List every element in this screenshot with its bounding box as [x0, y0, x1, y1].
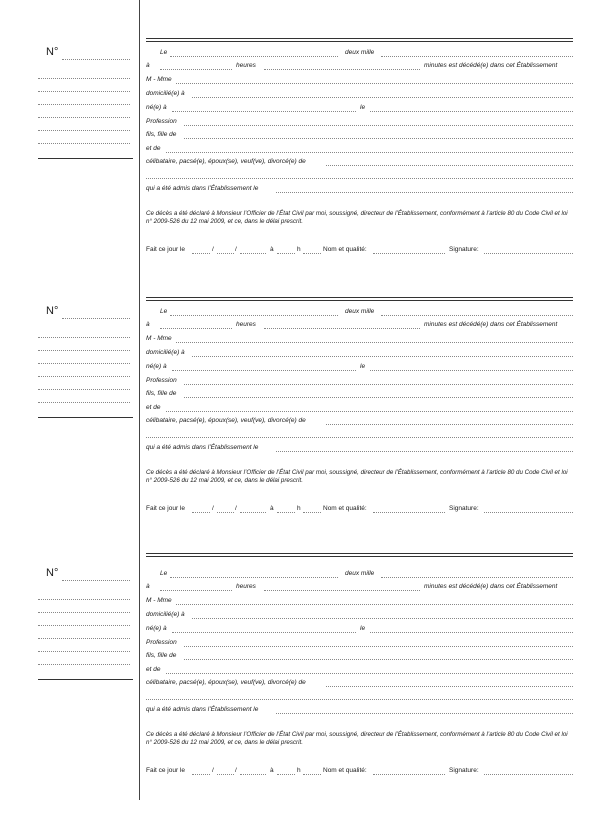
- admission-date-field[interactable]: [276, 451, 573, 452]
- label-a: à: [270, 246, 274, 253]
- stub-field[interactable]: [38, 91, 130, 92]
- label-deux-mille: deux mille: [345, 570, 375, 577]
- date-field[interactable]: [170, 315, 338, 316]
- minute-field[interactable]: [303, 512, 321, 513]
- marital-status-field[interactable]: [326, 165, 573, 166]
- birthplace-field[interactable]: [172, 632, 356, 633]
- declaration-text: Ce décès a été déclaré à Monsieur l’Officier de l’État Civil par moi, soussigné, directeur de l’Établissement, conformément à l’article 80 du Code Civil et loi n° 2009-526 du 12 mai 2009, et ce, dans le délai prescrit.: [146, 731, 568, 746]
- stub-field[interactable]: [38, 402, 130, 403]
- death-record-block: [0, 38, 609, 298]
- year-field[interactable]: [381, 315, 573, 316]
- stub-field[interactable]: [38, 130, 130, 131]
- label-nom-qualite: Nom et qualité:: [323, 767, 367, 774]
- label-a: à: [270, 767, 274, 774]
- label-le: le: [360, 363, 366, 370]
- label-heures: heures: [236, 62, 256, 69]
- label-fils-fille: fils, fille de: [146, 131, 177, 138]
- label-signature: Signature:: [449, 505, 479, 512]
- header-rule: [146, 553, 573, 554]
- label-deux-mille: deux mille: [345, 308, 375, 315]
- label-etat-civil: célibataire, pacsé(e), époux(se), veuf(ve), divorcé(e) de: [146, 158, 306, 165]
- slash: /: [212, 767, 214, 774]
- year-field[interactable]: [381, 577, 573, 578]
- label-fils-fille: fils, fille de: [146, 390, 177, 397]
- stub-field[interactable]: [38, 337, 130, 338]
- label-domicile: domicilié(e) à: [146, 611, 185, 618]
- time-field[interactable]: [160, 328, 232, 329]
- hour-field[interactable]: [277, 512, 295, 513]
- label-a: à: [146, 62, 150, 69]
- hour-field[interactable]: [277, 774, 295, 775]
- stub-field[interactable]: [38, 363, 130, 364]
- label-profession: Profession: [146, 639, 177, 646]
- stub-number-label: N°: [46, 567, 59, 579]
- signature-field[interactable]: [484, 512, 573, 513]
- label-profession: Profession: [146, 377, 177, 384]
- stub-number-field[interactable]: [62, 580, 130, 581]
- marital-status-field[interactable]: [326, 424, 573, 425]
- label-le: le: [360, 625, 366, 632]
- parent2-field[interactable]: [166, 152, 573, 153]
- label-domicile: domicilié(e) à: [146, 90, 185, 97]
- header-rule: [146, 556, 573, 557]
- stub-number-field[interactable]: [62, 318, 130, 319]
- profession-field[interactable]: [184, 125, 573, 126]
- minute-field[interactable]: [303, 774, 321, 775]
- year-field[interactable]: [240, 253, 266, 254]
- admission-date-field[interactable]: [276, 192, 573, 193]
- stub-field[interactable]: [38, 638, 130, 639]
- time-field[interactable]: [160, 590, 232, 591]
- declaration-text: Ce décès a été déclaré à Monsieur l’Officier de l’État Civil par moi, soussigné, directeur de l’Établissement, conformément à l’article 80 du Code Civil et loi n° 2009-526 du 12 mai 2009, et ce, dans le délai prescrit.: [146, 469, 568, 484]
- name-field[interactable]: [176, 342, 573, 343]
- stub-field[interactable]: [38, 350, 130, 351]
- stub-field[interactable]: [38, 599, 130, 600]
- month-field[interactable]: [217, 774, 234, 775]
- day-field[interactable]: [192, 253, 210, 254]
- stub-field[interactable]: [38, 625, 130, 626]
- label-minutes: minutes est décédé(e) dans cet Établissement: [424, 62, 558, 69]
- name-title-field[interactable]: [373, 253, 445, 254]
- label-h: h: [297, 246, 301, 253]
- year-field[interactable]: [240, 774, 266, 775]
- stub-separator: [38, 679, 133, 680]
- label-etat-civil: célibataire, pacsé(e), époux(se), veuf(ve), divorcé(e) de: [146, 417, 306, 424]
- header-rule: [146, 41, 573, 42]
- label-nom-qualite: Nom et qualité:: [323, 246, 367, 253]
- label-admis: qui a été admis dans l’Établissement le: [146, 444, 259, 451]
- stub-field[interactable]: [38, 651, 130, 652]
- signature-field[interactable]: [484, 253, 573, 254]
- label-le: Le: [160, 308, 168, 315]
- label-signature: Signature:: [449, 246, 479, 253]
- address-field[interactable]: [192, 97, 573, 98]
- label-nom-qualite: Nom et qualité:: [323, 505, 367, 512]
- label-le: Le: [160, 570, 168, 577]
- minutes-field[interactable]: [264, 590, 420, 591]
- month-field[interactable]: [217, 253, 234, 254]
- birthdate-field[interactable]: [370, 111, 573, 112]
- profession-field[interactable]: [184, 646, 573, 647]
- date-field[interactable]: [170, 577, 338, 578]
- label-et-de: et de: [146, 666, 161, 673]
- stub-field[interactable]: [38, 389, 130, 390]
- label-admis: qui a été admis dans l’Établissement le: [146, 185, 259, 192]
- label-heures: heures: [236, 583, 256, 590]
- name-field[interactable]: [176, 604, 573, 605]
- label-deux-mille: deux mille: [345, 49, 375, 56]
- header-rule: [146, 38, 573, 39]
- stub-separator: [38, 417, 133, 418]
- label-le: le: [360, 104, 366, 111]
- stub-field[interactable]: [38, 78, 130, 79]
- time-field[interactable]: [160, 69, 232, 70]
- year-field[interactable]: [240, 512, 266, 513]
- stub-number-label: N°: [46, 46, 59, 58]
- stub-field[interactable]: [38, 143, 130, 144]
- profession-field[interactable]: [184, 384, 573, 385]
- birthplace-field[interactable]: [172, 111, 356, 112]
- label-le: Le: [160, 49, 168, 56]
- label-minutes: minutes est décédé(e) dans cet Établissement: [424, 583, 558, 590]
- label-et-de: et de: [146, 404, 161, 411]
- parent2-field[interactable]: [166, 411, 573, 412]
- label-fait: Fait ce jour le: [146, 505, 186, 512]
- parent1-field[interactable]: [184, 659, 573, 660]
- day-field[interactable]: [192, 774, 210, 775]
- hour-field[interactable]: [277, 253, 295, 254]
- label-fils-fille: fils, fille de: [146, 652, 177, 659]
- label-etat-civil: célibataire, pacsé(e), époux(se), veuf(ve), divorcé(e) de: [146, 679, 306, 686]
- label-m-mme: M - Mme: [146, 335, 172, 342]
- stub-field[interactable]: [38, 104, 130, 105]
- label-m-mme: M - Mme: [146, 76, 172, 83]
- address-field[interactable]: [192, 356, 573, 357]
- slash: /: [235, 505, 237, 512]
- parent2-field[interactable]: [166, 673, 573, 674]
- label-a: à: [146, 583, 150, 590]
- year-field[interactable]: [381, 56, 573, 57]
- slash: /: [212, 246, 214, 253]
- declaration-text: Ce décès a été déclaré à Monsieur l’Officier de l’État Civil par moi, soussigné, directeur de l’Établissement, conformément à l’article 80 du Code Civil et loi n° 2009-526 du 12 mai 2009, et ce, dans le délai prescrit.: [146, 210, 568, 225]
- parent1-field[interactable]: [184, 138, 573, 139]
- extra-line-field[interactable]: [146, 437, 573, 438]
- stub-number-label: N°: [46, 305, 59, 317]
- label-heures: heures: [236, 321, 256, 328]
- address-field[interactable]: [192, 618, 573, 619]
- death-record-block: [0, 297, 609, 557]
- day-field[interactable]: [192, 512, 210, 513]
- label-minutes: minutes est décédé(e) dans cet Établissement: [424, 321, 558, 328]
- stub-field[interactable]: [38, 376, 130, 377]
- label-a: à: [270, 505, 274, 512]
- birthplace-field[interactable]: [172, 370, 356, 371]
- minute-field[interactable]: [303, 253, 321, 254]
- name-title-field[interactable]: [373, 512, 445, 513]
- name-field[interactable]: [176, 83, 573, 84]
- header-rule: [146, 297, 573, 298]
- header-rule: [146, 300, 573, 301]
- label-domicile: domicilié(e) à: [146, 349, 185, 356]
- label-a: à: [146, 321, 150, 328]
- label-h: h: [297, 767, 301, 774]
- label-h: h: [297, 505, 301, 512]
- parent1-field[interactable]: [184, 397, 573, 398]
- label-ne: né(e) à: [146, 104, 167, 111]
- slash: /: [235, 246, 237, 253]
- label-m-mme: M - Mme: [146, 597, 172, 604]
- label-ne: né(e) à: [146, 625, 167, 632]
- marital-status-field[interactable]: [326, 686, 573, 687]
- signature-field[interactable]: [484, 774, 573, 775]
- label-profession: Profession: [146, 118, 177, 125]
- extra-line-field[interactable]: [146, 178, 573, 179]
- name-title-field[interactable]: [373, 774, 445, 775]
- death-record-block: [0, 553, 609, 813]
- label-fait: Fait ce jour le: [146, 246, 186, 253]
- stub-field[interactable]: [38, 612, 130, 613]
- birthdate-field[interactable]: [370, 370, 573, 371]
- month-field[interactable]: [217, 512, 234, 513]
- label-fait: Fait ce jour le: [146, 767, 186, 774]
- minutes-field[interactable]: [264, 69, 420, 70]
- admission-date-field[interactable]: [276, 713, 573, 714]
- minutes-field[interactable]: [264, 328, 420, 329]
- stub-number-field[interactable]: [62, 59, 130, 60]
- label-ne: né(e) à: [146, 363, 167, 370]
- label-admis: qui a été admis dans l’Établissement le: [146, 706, 259, 713]
- date-field[interactable]: [170, 56, 338, 57]
- slash: /: [212, 505, 214, 512]
- label-signature: Signature:: [449, 767, 479, 774]
- extra-line-field[interactable]: [146, 699, 573, 700]
- label-et-de: et de: [146, 145, 161, 152]
- stub-separator: [38, 158, 133, 159]
- stub-field[interactable]: [38, 117, 130, 118]
- birthdate-field[interactable]: [370, 632, 573, 633]
- stub-field[interactable]: [38, 664, 130, 665]
- slash: /: [235, 767, 237, 774]
